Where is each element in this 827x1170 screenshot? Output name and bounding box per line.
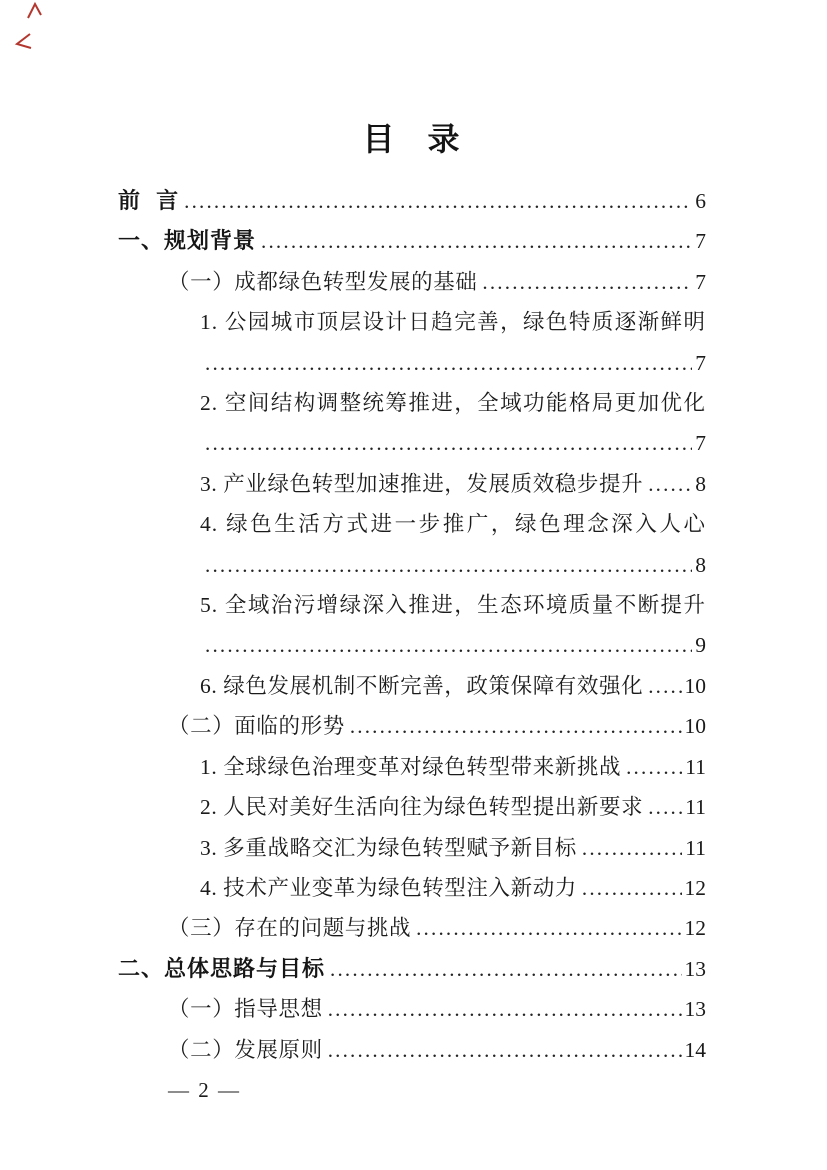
toc-leader-dots (582, 828, 682, 868)
toc-page-number: 13 (684, 997, 706, 1022)
toc-leader-dots (205, 423, 692, 463)
toc-leader-dots (205, 545, 692, 585)
toc-entry-text: 3. 多重战略交汇为绿色转型赋予新目标 (200, 835, 577, 860)
toc-entry-text: （一）成都绿色转型发展的基础 (168, 269, 478, 294)
toc-list (118, 181, 706, 1070)
toc-page-number: 7 (695, 269, 706, 294)
toc-page-number: 12 (684, 916, 706, 941)
red-annotation-mark-top (28, 4, 41, 18)
toc-page-number: 11 (685, 754, 706, 779)
toc-page-number: 6 (695, 189, 706, 213)
toc-entry-item (200, 504, 706, 544)
toc-entry-chapter-1 (118, 221, 706, 261)
toc-entry-text: 2. 人民对美好生活向往为绿色转型提出新要求 (200, 795, 644, 820)
toc-page-number: 7 (695, 350, 706, 375)
toc-entry-text: （三）存在的问题与挑战 (168, 916, 412, 941)
toc-entry-chapter-2 (118, 949, 706, 989)
toc-entry-item (200, 868, 706, 908)
toc-leader-dots (648, 666, 681, 706)
toc-page-number: 7 (695, 229, 706, 254)
toc-page-number: 10 (684, 673, 706, 698)
toc-entry-item-continuation (200, 343, 706, 383)
toc-page-number: 14 (684, 1037, 706, 1062)
toc-leader-dots (328, 1030, 682, 1070)
toc-page-number: 11 (685, 795, 706, 820)
toc-leader-dots (648, 787, 682, 827)
toc-entry-text: 前 言 (118, 188, 180, 213)
toc-entry-item-continuation (200, 625, 706, 665)
page-title: 目 录 (362, 121, 462, 157)
toc-page-number: 7 (695, 431, 706, 456)
toc-entry-section (168, 908, 706, 948)
toc-leader-dots (582, 868, 682, 908)
toc-entry-text: 2. 空间结构调整统筹推进，全域功能格局更加优化 (200, 391, 706, 416)
toc-entry-item (200, 585, 706, 625)
toc-entry-section (168, 989, 706, 1029)
toc-entry-item (200, 464, 706, 504)
toc-entry-text: 6. 绿色发展机制不断完善，政策保障有效强化 (200, 673, 644, 698)
toc-entry-text: 5. 全域治污增绿深入推进，生态环境质量不断提升 (200, 593, 706, 618)
toc-entry-item-continuation (200, 423, 706, 463)
toc-entry-text: 二、总体思路与目标 (118, 955, 326, 981)
toc-entry-foreword (118, 181, 706, 221)
toc-content (118, 118, 706, 1102)
toc-entry-section (168, 706, 706, 746)
toc-entry-item (200, 747, 706, 787)
red-annotation-marks (0, 0, 60, 60)
toc-entry-item (200, 302, 706, 342)
toc-leader-dots (416, 908, 681, 948)
toc-page-number: 9 (695, 633, 706, 658)
toc-entry-text: 1. 全球绿色治理变革对绿色转型带来新挑战 (200, 754, 622, 779)
toc-entry-text: （二）面临的形势 (168, 714, 345, 739)
toc-page-number: 12 (684, 875, 706, 900)
toc-entry-section (168, 262, 706, 302)
toc-entry-text: 4. 绿色生活方式进一步推广，绿色理念深入人心 (200, 512, 706, 537)
toc-page-number: 10 (684, 714, 706, 739)
toc-entry-text: 一、规划背景 (118, 228, 257, 254)
toc-entry-item (200, 787, 706, 827)
toc-leader-dots (205, 343, 692, 383)
toc-entry-text: （一）指导思想 (168, 997, 323, 1022)
toc-leader-dots (261, 221, 692, 261)
toc-entry-section (168, 1030, 706, 1070)
toc-entry-text: 4. 技术产业变革为绿色转型注入新动力 (200, 875, 577, 900)
toc-entry-item (200, 383, 706, 423)
toc-entry-text: （二）发展原则 (168, 1037, 323, 1062)
page-footer-number: — 2 — (168, 1077, 241, 1102)
toc-leader-dots (626, 747, 682, 787)
red-annotation-mark-bottom (17, 34, 31, 48)
toc-entry-text: 3. 产业绿色转型加速推进，发展质效稳步提升 (200, 471, 644, 496)
toc-page-number: 8 (695, 552, 706, 577)
toc-entry-item-continuation (200, 545, 706, 585)
toc-page-number: 8 (695, 471, 706, 496)
toc-entry-item (200, 666, 706, 706)
toc-leader-dots (350, 706, 682, 746)
toc-page-number: 11 (685, 835, 706, 860)
toc-leader-dots (330, 949, 681, 989)
toc-leader-dots (648, 464, 692, 504)
toc-leader-dots (205, 625, 692, 665)
toc-entry-item (200, 828, 706, 868)
toc-page-number: 13 (684, 956, 706, 981)
toc-leader-dots (482, 262, 692, 302)
toc-leader-dots (184, 181, 692, 221)
toc-leader-dots (328, 989, 682, 1029)
toc-entry-text: 1. 公园城市顶层设计日趋完善，绿色特质逐渐鲜明 (200, 310, 706, 335)
